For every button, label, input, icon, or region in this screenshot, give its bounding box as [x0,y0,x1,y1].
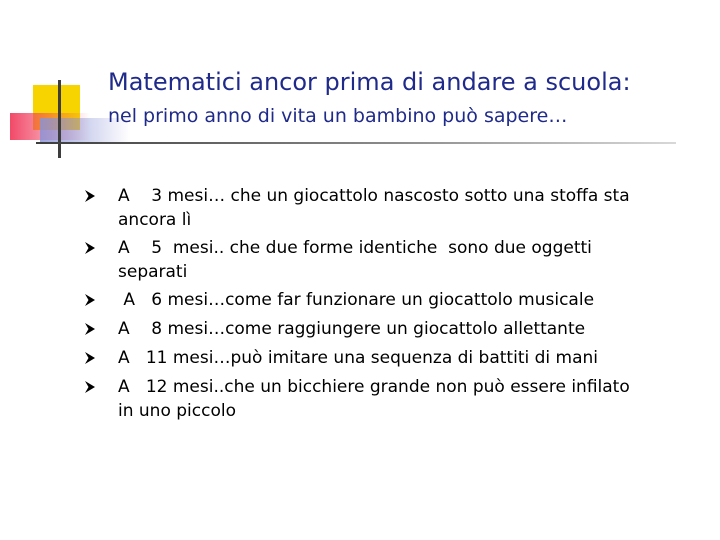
arrow-bullet-icon [84,351,96,365]
bullet-item [84,346,644,370]
arrow-bullet-icon [84,241,96,255]
slide-subtitle: nel primo anno di vita un bambino può sapere… [108,105,568,127]
bullet-text: A 6 mesi…come far funzionare un giocattolo musicale [118,290,595,310]
arrow-bullet-icon [84,380,96,394]
bullet-item [84,236,644,284]
vertical-rule [58,80,61,158]
bullet-text: A 12 mesi..che un bicchiere grande non può essere infilato in uno piccolo [118,377,636,421]
bullet-list [84,184,644,427]
bullet-text: A 11 mesi…può imitare una sequenza di battiti di mani [118,348,599,368]
bullet-text: A 5 mesi.. che due forme identiche sono due oggetti separati [118,238,598,282]
bullet-text: A 3 mesi… che un giocattolo nascosto sotto una stoffa sta ancora lì [118,186,636,230]
arrow-bullet-icon [84,293,96,307]
bullet-text: A 8 mesi…come raggiungere un giocattolo allettante [118,319,586,339]
bullet-item [84,184,644,232]
arrow-bullet-icon [84,322,96,336]
bullet-item [84,317,644,341]
bullet-item [84,288,644,312]
slide-title: Matematici ancor prima di andare a scuola: [108,68,631,96]
horizontal-rule [36,142,676,144]
bullet-item [84,375,644,423]
arrow-bullet-icon [84,189,96,203]
